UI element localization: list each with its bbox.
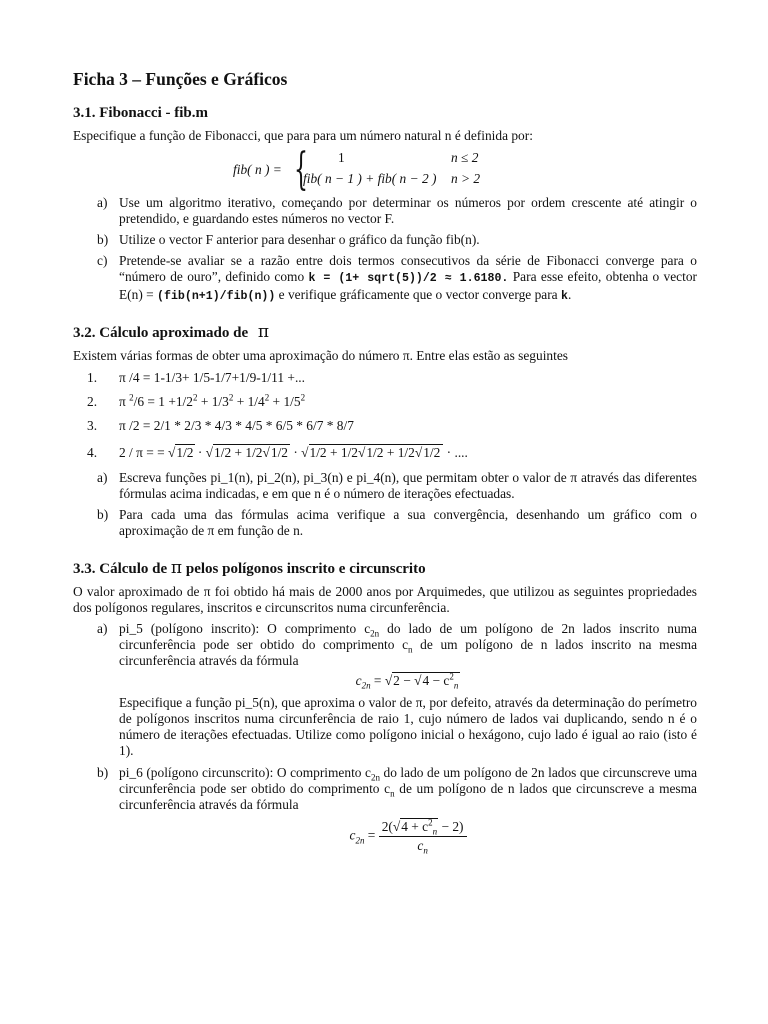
item-text-part: pi_6 (polígono circunscrito): O comprimento c	[119, 765, 371, 780]
radical-text: 1/2 + 1/2	[214, 445, 263, 460]
dot: ·	[290, 445, 302, 460]
formula-number: 1.	[87, 370, 98, 385]
formula-number: 2.	[87, 394, 98, 409]
item-text-part: do lado de um polígono de 2n lados inscrito numa circunferência pode ser obtido do comprimento c	[119, 621, 697, 652]
equals: =	[370, 673, 385, 688]
formula-case2-value: fib( n − 1 ) + fib( n − 2 )	[303, 171, 437, 186]
item-text-part: .	[567, 287, 572, 302]
pi-symbol: π	[170, 558, 183, 578]
item-label: b)	[97, 232, 109, 247]
pi-symbol: π	[257, 322, 270, 342]
formula-lhs: fib( n ) =	[233, 162, 282, 177]
subscript: 2n	[361, 680, 371, 691]
radical-inner: 1/2	[423, 445, 441, 460]
heading-text: 3.3. Cálculo de	[73, 561, 168, 577]
inscribed-formula: $c_{2n} = √2 - √4 - c^2_n$	[355, 671, 459, 691]
item-text: Utilize o vector F anterior para desenhar o gráfico da função fib(n).	[119, 232, 480, 247]
item-text-part: Para esse efeito, obtenha o vector E(n) =	[119, 269, 698, 302]
ellipsis: · ....	[443, 445, 468, 460]
radical-text: 1/2 + 1/2	[309, 445, 358, 460]
formula-exponent: 2	[129, 392, 134, 403]
item-label: a)	[97, 621, 108, 636]
section-heading-fibonacci: 3.1. Fibonacci - fib.m	[73, 105, 208, 121]
item-label: a)	[97, 195, 108, 210]
subscript: n	[390, 788, 395, 799]
formula-part: π	[119, 394, 130, 409]
item-label: a)	[97, 470, 108, 485]
formula-exponent: 2	[264, 392, 270, 403]
list-item	[73, 195, 697, 227]
formula-brace: {	[294, 144, 308, 195]
viete-formula: 2 / π = = √1/2 · √1/2 + 1/2√1/2 · √1/2 + 1/2√1/2 + 1/2√1/2 · ....	[119, 445, 468, 460]
code-k: k	[560, 290, 568, 303]
list-item	[73, 470, 697, 502]
item-label: c)	[97, 253, 108, 268]
item-text-part: de um polígono de n lados que circunscreve a mesma circunferência através da fórmula	[119, 781, 697, 812]
formula-case1-value: 1	[338, 150, 345, 165]
item-text: Para cada uma das fórmulas acima verifique a sua convergência, desenhando um gráfico com o aproximação de π em função de n.	[119, 507, 697, 538]
formula-var: c	[349, 827, 356, 843]
item-text: Use um algoritmo iterativo, começando por determinar os números por ordem crescente até atingir o pretendido, e guardando estes números no vector F.	[119, 195, 697, 226]
code-golden-ratio: k = (1+ sqrt(5))/2 ≈ 1.6180.	[308, 272, 509, 285]
item-text: Escreva funções pi_1(n), pi_2(n), pi_3(n) e pi_4(n), que permitam obter o valor de π através das diferentes fórmulas acima indicadas, e em que n é o número de iterações efectuadas.	[119, 470, 697, 501]
pi-tasks	[73, 470, 697, 539]
fraction-numerator: $2(√4 + c^2_n - 2)$	[379, 819, 467, 837]
pi-formula-list	[73, 370, 697, 464]
formula-item	[73, 370, 697, 388]
radical-inner: 1/2	[270, 445, 288, 460]
fibonacci-formula	[73, 144, 697, 195]
formula-text: π /4 = 1-1/3+ 1/5-1/7+1/9-1/11 +...	[119, 370, 305, 385]
list-item	[73, 765, 697, 854]
formula-part: + 1/5	[269, 394, 301, 409]
section-heading-pi-approx	[73, 323, 697, 343]
inscribed-instructions: Especifique a função pi_5(n), que aproxima o valor de π, por defeito, através da determinação do perímetro de polígonos inscritos numa circunferência de raio 1, cujo número de lados vai duplicando, sendo n é o número de iterações efectuadas. Utilize como polígono inicial o hexágono, cujo lado é igual ao raio (isto é 1).	[119, 695, 697, 758]
formula-part: + 1/4	[233, 394, 265, 409]
superscript: 2	[449, 671, 454, 682]
denominator-var: c	[417, 838, 424, 853]
formula-part: /6 = 1 +1/2	[133, 394, 193, 409]
item-label: b)	[97, 507, 109, 522]
equals: =	[364, 827, 379, 843]
page-title: Ficha 3 – Funções e Gráficos	[73, 69, 288, 89]
radical	[400, 817, 438, 837]
fraction-denominator	[379, 837, 467, 854]
radical: 1/2 + 1/2√1/2 + 1/2√1/2	[309, 444, 444, 460]
formula-exponent: 2	[192, 392, 198, 403]
subscript: n	[423, 845, 428, 856]
list-item	[73, 253, 697, 305]
radical: $2 - √4 - c^2_n$	[393, 671, 459, 691]
circumscribed-formula	[119, 819, 697, 854]
section-heading-polygons	[73, 559, 697, 579]
formula-item	[73, 442, 697, 464]
radical: 1/2	[176, 445, 194, 460]
radical-text: 4 + c	[401, 819, 429, 834]
formula-var: c	[355, 673, 362, 688]
list-item	[73, 232, 697, 248]
formula-lhs: 2 / π = =	[119, 445, 169, 460]
item-text-part: de um polígono de n lados inscrito na mesma circunferência através da fórmula	[119, 637, 698, 668]
formula-exponent: 2	[300, 392, 306, 403]
subscript: 2n	[370, 772, 380, 783]
pi-intro: Existem várias formas de obter uma aproximação do número π. Entre elas estão as seguintes	[73, 348, 568, 363]
numerator-text: − 2	[438, 819, 460, 834]
fibonacci-tasks	[73, 195, 697, 305]
formula-number: 3.	[87, 418, 98, 433]
superscript: 2	[428, 817, 433, 828]
formula-case2-condition: n > 2	[451, 171, 481, 186]
formula-text: π /2 = 2/1 * 2/3 * 4/3 * 4/5 * 6/5 * 6/7 * 8/7	[119, 418, 354, 433]
dot: ·	[194, 445, 206, 460]
subscript: n	[453, 680, 459, 691]
radical-inner: 1/2 + 1/2√1/2	[366, 445, 441, 460]
formula-part: + 1/3	[197, 394, 229, 409]
code-ratio-vector: (fib(n+1)/fib(n))	[157, 290, 276, 303]
list-item	[73, 621, 697, 759]
formula-case1-condition: n ≤ 2	[451, 150, 479, 165]
formula-item	[73, 418, 697, 436]
heading-text: 3.2. Cálculo aproximado de	[73, 325, 249, 341]
item-text-part: e verifique gráficamente que o vector converge para	[275, 287, 561, 302]
item-label: b)	[97, 765, 109, 780]
list-item	[73, 507, 697, 539]
polygon-tasks	[73, 621, 697, 854]
fibonacci-intro: Especifique a função de Fibonacci, que para para um número natural n é definida por:	[73, 128, 533, 143]
subscript: n	[432, 826, 438, 837]
radical: 1/2 + 1/2√1/2	[214, 445, 288, 460]
heading-text: pelos polígonos inscrito e circunscrito	[185, 561, 426, 577]
subscript: 2n	[355, 835, 365, 846]
radical-text: 1/2 + 1/2	[366, 445, 415, 460]
radical-text: 2 −	[393, 673, 415, 688]
formula-exponent: 2	[228, 392, 234, 403]
fraction	[379, 819, 467, 854]
formula-number: 4.	[87, 445, 98, 460]
subscript: n	[408, 644, 413, 655]
radical-text: 4 − c	[422, 673, 450, 688]
item-text-part: pi_5 (polígono inscrito): O comprimento c	[119, 621, 371, 636]
item-text-part: do lado de um polígono de 2n lados que circunscreve uma circunferência pode ser obtido do comprimento c	[119, 765, 698, 796]
item-text-part: Pretende-se avaliar se a razão entre dois termos consecutivos da série de Fibonacci converge para o “número de ouro”, definido como	[119, 253, 697, 284]
subscript: 2n	[370, 628, 380, 639]
polygons-intro: O valor aproximado de π foi obtido há mais de 2000 anos por Arquimedes, que utilizou as seguintes propriedades dos polígonos regulares, inscritos e circunscritos numa circunferência.	[73, 584, 697, 615]
document-page	[73, 68, 697, 860]
numerator-text: 2	[381, 819, 389, 834]
formula-item	[73, 394, 697, 412]
